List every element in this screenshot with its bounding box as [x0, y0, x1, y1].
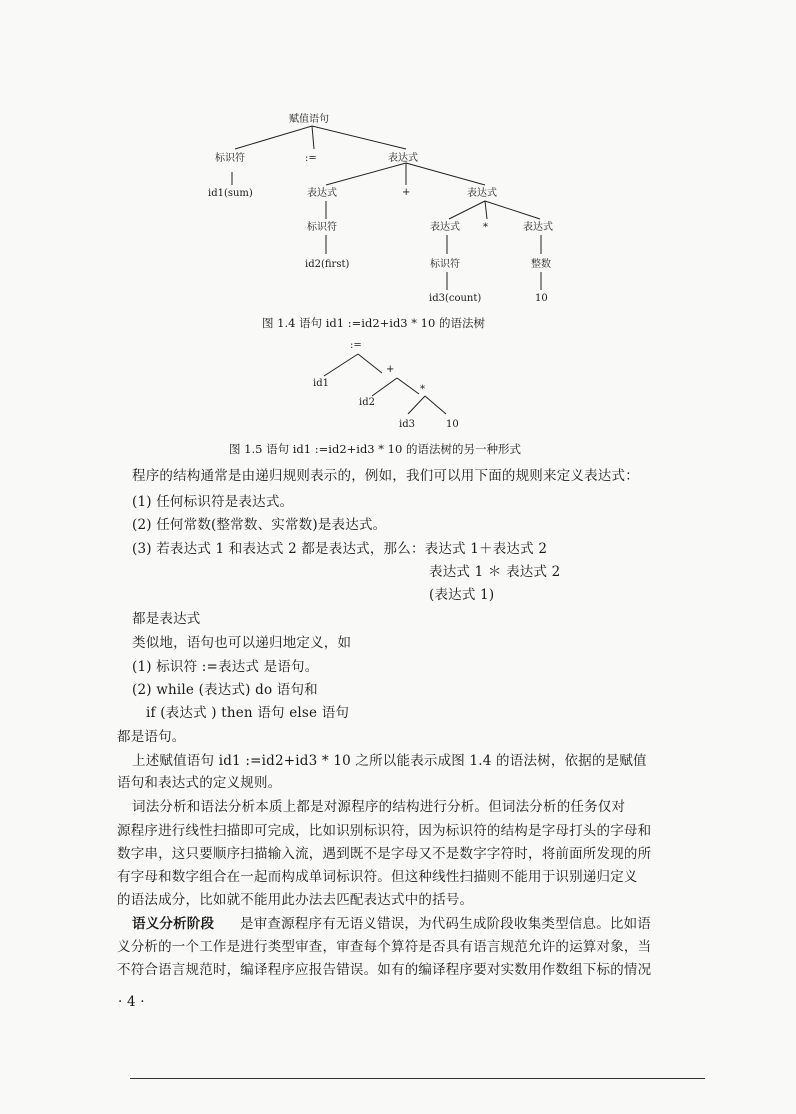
figure-caption-1-4: 图 1.4 语句 id1 :=id2+id3 * 10 的语法树	[262, 316, 485, 330]
node-ten: 10	[535, 293, 548, 304]
node-expression: 表达式	[388, 153, 418, 164]
node-id2-first: id2(first)	[305, 259, 350, 270]
paragraph-line: 语句和表达式的定义规则。	[117, 775, 282, 791]
node-ten: 10	[446, 419, 459, 430]
node-assign-op: :=	[350, 340, 362, 351]
fig14-edges	[0, 0, 796, 460]
paragraph-line: 上述赋值语句 id1 :=id2+id3 * 10 之所以能表示成图 1.4 的语法树，依据的是赋值	[132, 753, 647, 769]
paragraph-line: 源程序进行线性扫描即可完成，比如识别标识符，因为标识符的结构是字母打头的字母和	[117, 823, 652, 839]
list-item-continuation: 表达式 1 ＊ 表达式 2	[429, 564, 561, 580]
node-identifier-2: 标识符	[307, 222, 337, 233]
paragraph-line: 有字母和数字组合在一起而构成单词标识符。但这种线性扫描则不能用于识别递归定义	[117, 869, 638, 885]
paragraph-line: 类似地，语句也可以递归地定义，如	[132, 635, 352, 651]
paragraph-line: 数字串，这只要顺序扫描输入流，遇到既不是字母又不是数字字符时，将前面所发现的所	[117, 846, 652, 862]
paragraph-line: 不符合语言规范时，编译程序应报告错误。如有的编译程序要对实数用作数组下标的情况	[117, 962, 652, 978]
list-item: (2) 任何常数(整常数、实常数)是表达式。	[132, 517, 387, 533]
node-id3-count: id3(count)	[429, 293, 482, 304]
node-assign-op: :=	[305, 153, 317, 164]
footer-rule	[130, 1078, 705, 1079]
node-expression-left: 表达式	[307, 188, 337, 199]
node-integer: 整数	[531, 259, 551, 270]
node-id2: id2	[359, 397, 375, 408]
figure-caption-1-5: 图 1.5 语句 id1 :=id2+id3 * 10 的语法树的另一种形式	[229, 442, 521, 456]
list-item: (1) 标识符 :=表达式 是语句。	[132, 659, 319, 675]
node-plus: +	[386, 364, 395, 375]
node-id3: id3	[399, 419, 415, 430]
node-expression-rl: 表达式	[430, 222, 460, 233]
node-star: *	[483, 222, 488, 233]
list-item: (2) while (表达式) do 语句和	[132, 682, 318, 698]
node-assignment-statement: 赋值语句	[289, 114, 329, 125]
node-expression-rr: 表达式	[523, 222, 553, 233]
node-identifier: 标识符	[215, 153, 245, 164]
node-expression-right: 表达式	[467, 188, 497, 199]
list-item-continuation: (表达式 1)	[429, 587, 495, 603]
page-number: · 4 ·	[118, 994, 145, 1010]
node-identifier-3: 标识符	[430, 259, 460, 270]
paragraph-line: 程序的结构通常是由递归规则表示的，例如，我们可以用下面的规则来定义表达式：	[132, 468, 639, 484]
section-heading-semantic-analysis: 语义分析阶段	[132, 916, 215, 932]
paragraph-line: 词法分析和语法分析本质上都是对源程序的结构进行分析。但词法分析的任务仅对	[132, 799, 626, 815]
paragraph-line: 都是表达式	[132, 611, 201, 627]
paragraph-line: 是审查源程序有无语义错误，为代码生成阶段收集类型信息。比如语	[240, 916, 651, 932]
paragraph-line: 都是语句。	[117, 729, 186, 745]
node-id1: id1	[313, 378, 329, 389]
paragraph-line: 义分析的一个工作是进行类型审查，审查每个算符是否具有语言规范允许的运算对象，当	[117, 939, 652, 955]
node-plus: +	[402, 187, 411, 198]
node-star: *	[420, 384, 425, 395]
list-item: (1) 任何标识符是表达式。	[132, 494, 294, 510]
paragraph-line: 的语法成分，比如就不能用此办法去匹配表达式中的括号。	[117, 892, 474, 908]
list-item: (3) 若表达式 1 和表达式 2 都是表达式，那么：表达式 1＋表达式 2	[132, 541, 548, 557]
list-item-continuation: if (表达式 ) then 语句 else 语句	[146, 705, 350, 721]
node-id1-sum: id1(sum)	[208, 188, 253, 199]
